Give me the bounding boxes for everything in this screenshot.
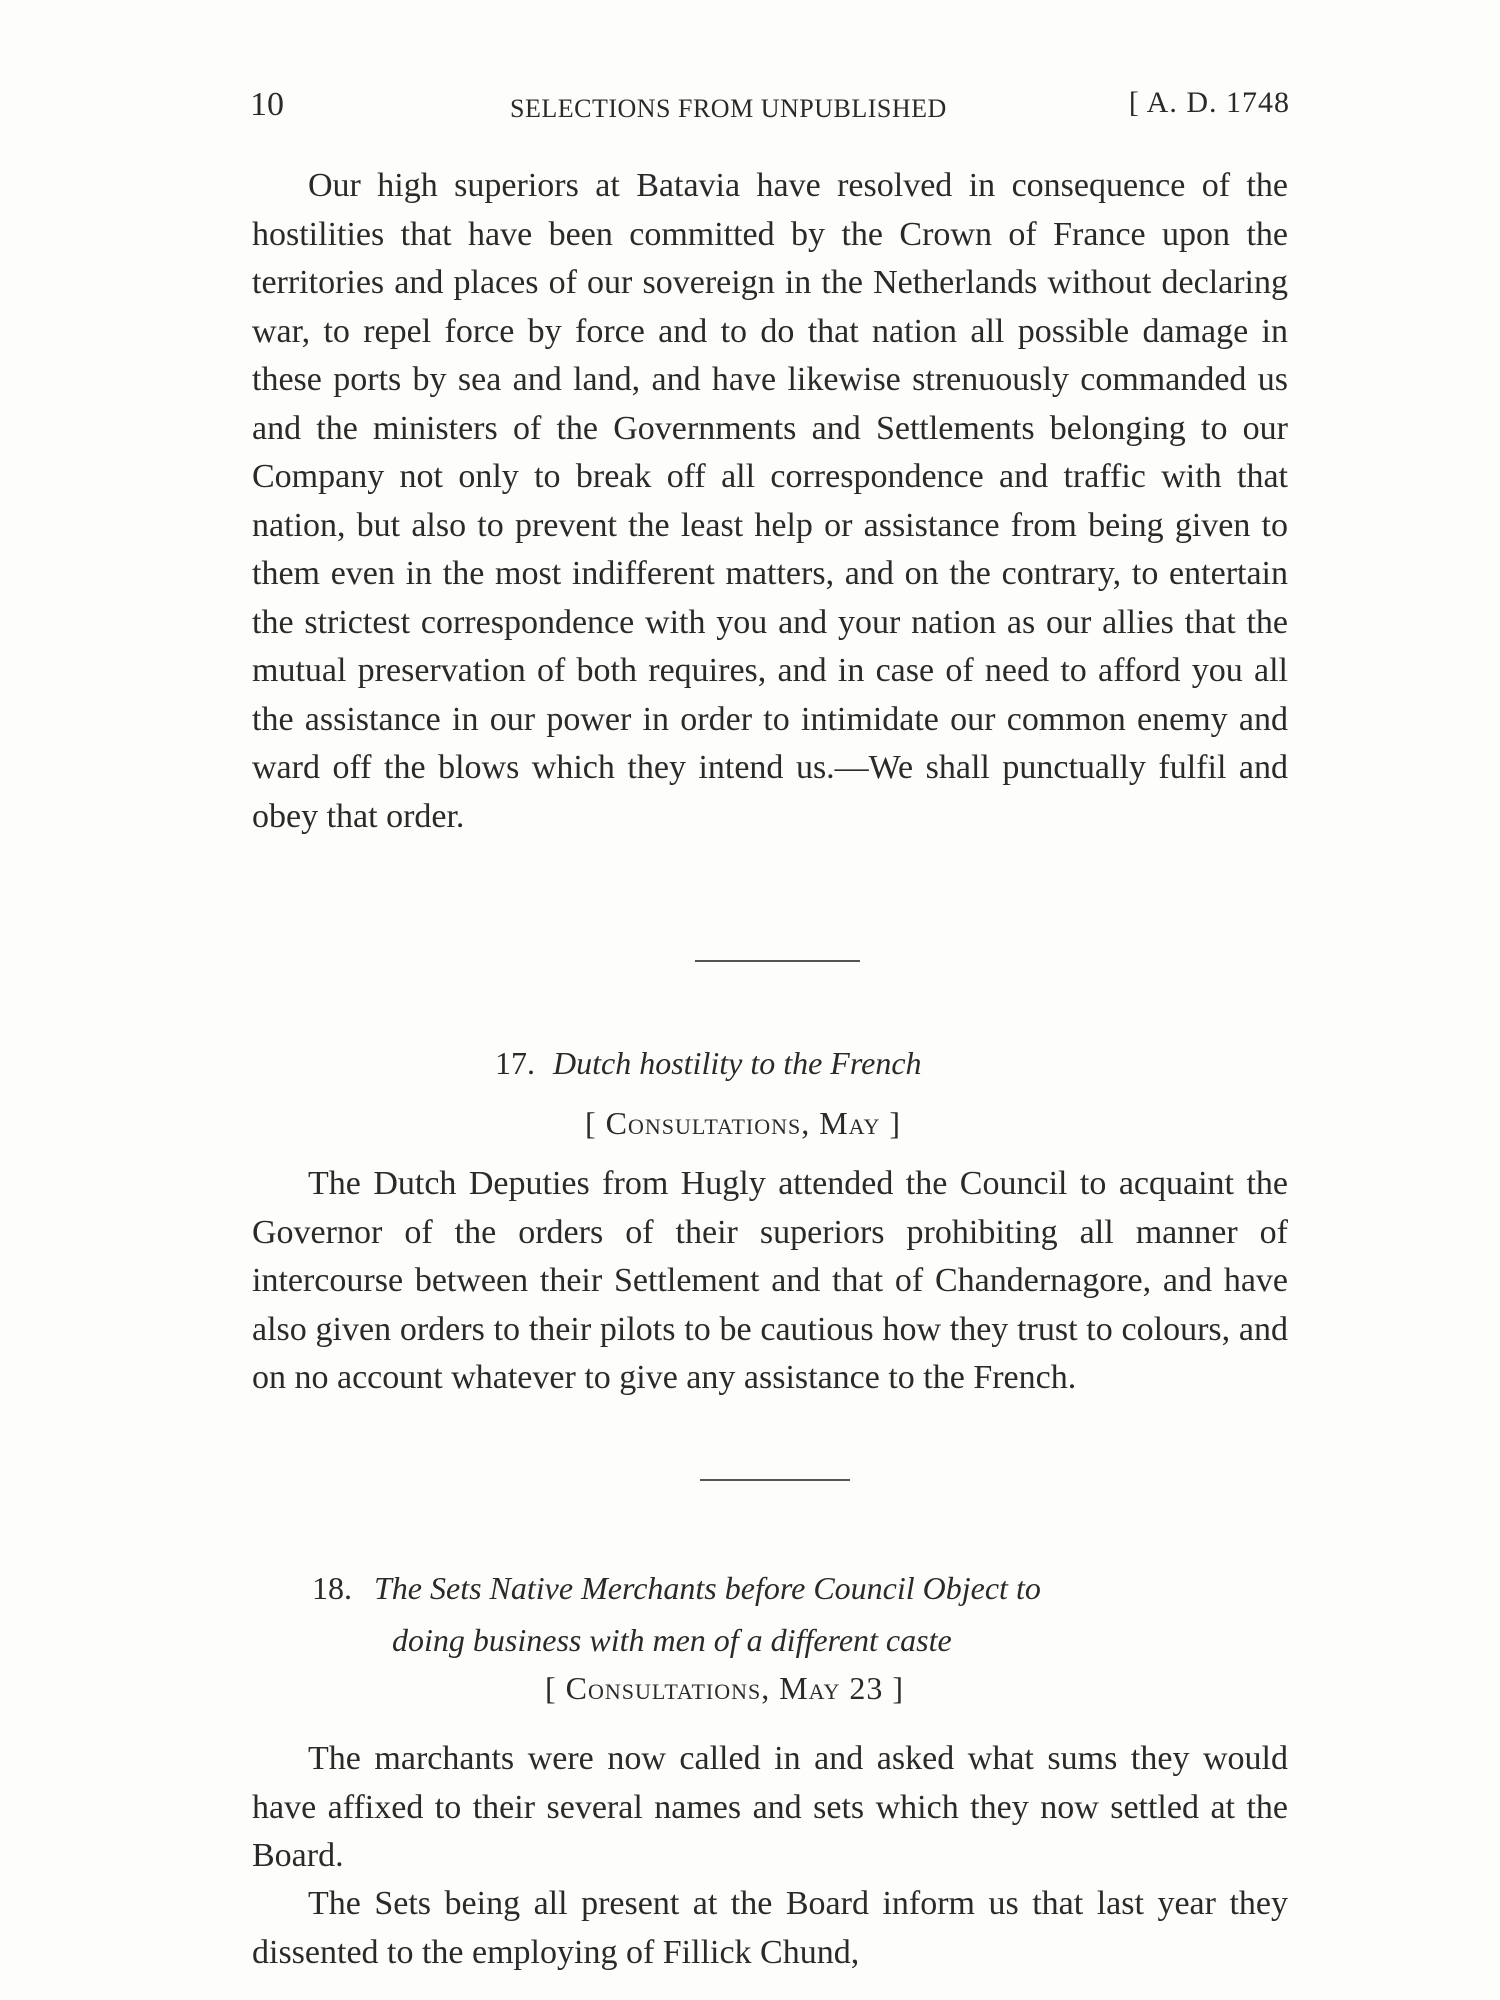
section-17-paragraph: The Dutch Deputies from Hugly attended the Council to acquaint the Governor of the orders of their superiors prohibiting all manner of intercourse between their Settlement and that of Chandernagore, and have also given orders to their pilots to be cautious how they trust to colours, and on no account whatever to give any assistance to the French. — [252, 1165, 1288, 1396]
section-17-number: 17. — [495, 1045, 535, 1081]
header-date: [ A. D. 1748 — [1128, 86, 1290, 119]
section-18-title-line2: doing business with men of a different caste — [392, 1622, 952, 1658]
section-18-paragraph-1: The marchants were now called in and asked what sums they would have affixed to their several names and sets which they now settled at the Board. — [252, 1740, 1288, 1874]
section-17-heading — [495, 1045, 922, 1082]
section-18-consultation: [ Consultations, May 23 ] — [545, 1670, 905, 1706]
section-18-number: 18. — [312, 1570, 352, 1606]
section-divider — [700, 1479, 850, 1481]
section-18-heading — [312, 1562, 1292, 1666]
section-17-consultation: [ Consultations, May ] — [585, 1105, 902, 1141]
section-18-paragraph-2: The Sets being all present at the Board inform us that last year they dissented to the employing of Fillick Chund, — [252, 1885, 1288, 1971]
page-header — [250, 86, 1290, 136]
section-18-title-line1: The Sets Native Merchants before Council Object to — [374, 1570, 1041, 1606]
page-number: 10 — [250, 86, 284, 123]
running-title: SELECTIONS FROM UNPUBLISHED — [510, 94, 947, 123]
section-17-title: Dutch hostility to the French — [553, 1045, 922, 1081]
section-divider — [695, 960, 860, 962]
paragraph-batavia-resolution: Our high superiors at Batavia have resolved in consequence of the hostilities that have been committed by the Crown of France upon the territories and places of our sovereign in the Netherlands without declaring war, to repel force by force and to do that nation all possible damage in these ports by sea and land, and have likewise strenuously commanded us and the ministers of the Governments and Settlements belonging to our Company not only to break off all correspondence and traffic with that nation, but also to prevent the least help or assistance from being given to them even in the most indifferent matters, and on the contrary, to entertain the strictest correspondence with you and your nation as our allies that the mutual preservation of both requires, and in case of need to afford you all the assistance in our power in order to intimidate our common enemy and ward off the blows which they intend us.—We shall punctually fulfil and obey that order. — [252, 167, 1288, 835]
